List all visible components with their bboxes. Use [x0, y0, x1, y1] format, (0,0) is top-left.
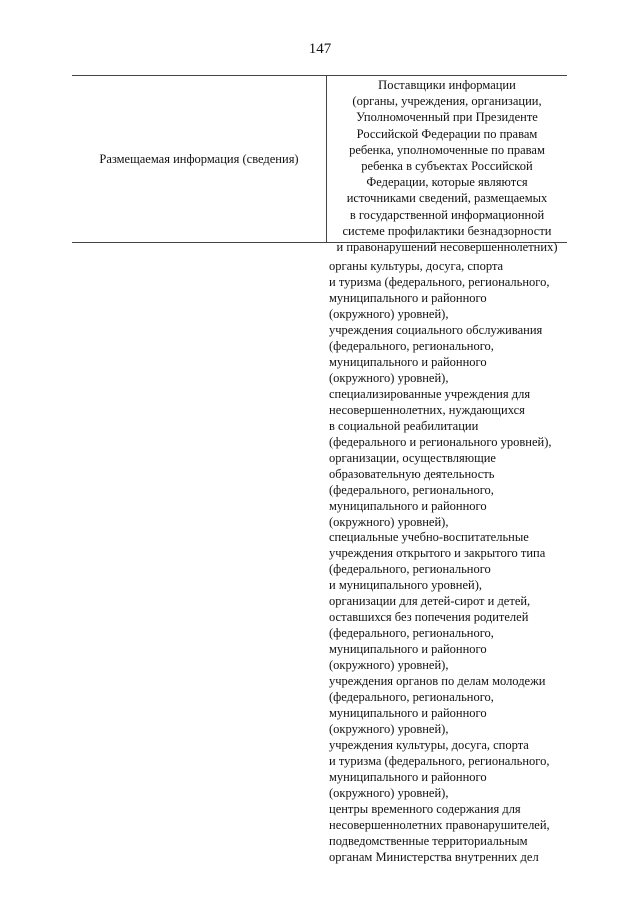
text-line: (окружного) уровней),: [329, 722, 449, 737]
text-line: специализированные учреждения для: [329, 386, 531, 401]
text-line: (окружного) уровней),: [329, 514, 449, 529]
header-line: Федерации, которые являются: [366, 175, 528, 190]
text-line: (федерального, регионального,: [329, 626, 494, 641]
table-top-rule: [72, 75, 567, 76]
text-line: (федерального, регионального,: [329, 482, 494, 497]
providers-list-cell: [329, 259, 567, 866]
text-line: органы культуры, досуга, спорта: [329, 259, 504, 273]
text-line: (федерального, регионального,: [329, 690, 494, 705]
text-line: учреждения культуры, досуга, спорта: [329, 738, 529, 753]
text-line: муниципального и районного: [329, 706, 487, 721]
header-line: (органы, учреждения, организации,: [352, 94, 542, 109]
header-line: системе профилактики безнадзорности: [342, 223, 552, 238]
text-line: организации для детей-сирот и детей,: [329, 594, 531, 609]
header-line: Уполномоченный при Президенте: [356, 110, 538, 125]
text-line: и туризма (федерального, регионального,: [329, 274, 550, 289]
text-line: образовательную деятельность: [329, 466, 495, 481]
text-line: муниципального и районного: [329, 642, 487, 657]
text-line: (федерального, регионального: [329, 562, 491, 577]
text-line: муниципального и районного: [329, 290, 487, 305]
text-line: и туризма (федерального, регионального,: [329, 754, 550, 769]
text-line: организации, осуществляющие: [329, 450, 496, 465]
text-line: учреждения органов по делам молодежи: [329, 674, 546, 689]
text-line: в социальной реабилитации: [329, 418, 479, 433]
text-line: учреждения социального обслуживания: [329, 322, 543, 337]
text-line: муниципального и районного: [329, 498, 487, 513]
text-line: центры временного содержания для: [329, 801, 521, 816]
text-line: несовершеннолетних правонарушителей,: [329, 817, 550, 832]
text-line: учреждения открытого и закрытого типа: [329, 546, 546, 561]
text-line: специальные учебно-воспитательные: [329, 530, 529, 545]
header-line: и правонарушений несовершеннолетних): [336, 240, 558, 255]
header-line: ребенка, уполномоченные по правам: [349, 142, 545, 157]
text-line: и муниципального уровней),: [329, 578, 483, 593]
text-line: подведомственные территориальным: [329, 833, 528, 848]
text-line: оставшихся без попечения родителей: [329, 610, 529, 625]
text-line: муниципального и районного: [329, 354, 487, 369]
header-line: источниками сведений, размещаемых: [346, 191, 548, 206]
header-line: Поставщики информации: [378, 78, 516, 92]
header-line: ребенка в субъектах Российской: [361, 159, 533, 174]
text-line: (окружного) уровней),: [329, 306, 449, 321]
page-number: 147: [308, 41, 332, 57]
header-information-providers: [327, 77, 567, 255]
header-line: в государственной информационной: [349, 207, 545, 222]
text-line: (окружного) уровней),: [329, 658, 449, 673]
text-line: (федерального, регионального,: [329, 338, 494, 353]
text-line: муниципального и районного: [329, 770, 487, 784]
header-line: Российской Федерации по правам: [356, 126, 538, 141]
text-line: (окружного) уровней),: [329, 370, 449, 385]
text-line: (федерального и регионального уровней),: [329, 434, 552, 449]
text-line: несовершеннолетних, нуждающихся: [329, 402, 525, 417]
text-line: (окружного) уровней),: [329, 785, 449, 800]
text-line: органам Министерства внутренних дел: [329, 849, 539, 864]
header-placed-information: Размещаемая информация (сведения): [99, 152, 299, 166]
